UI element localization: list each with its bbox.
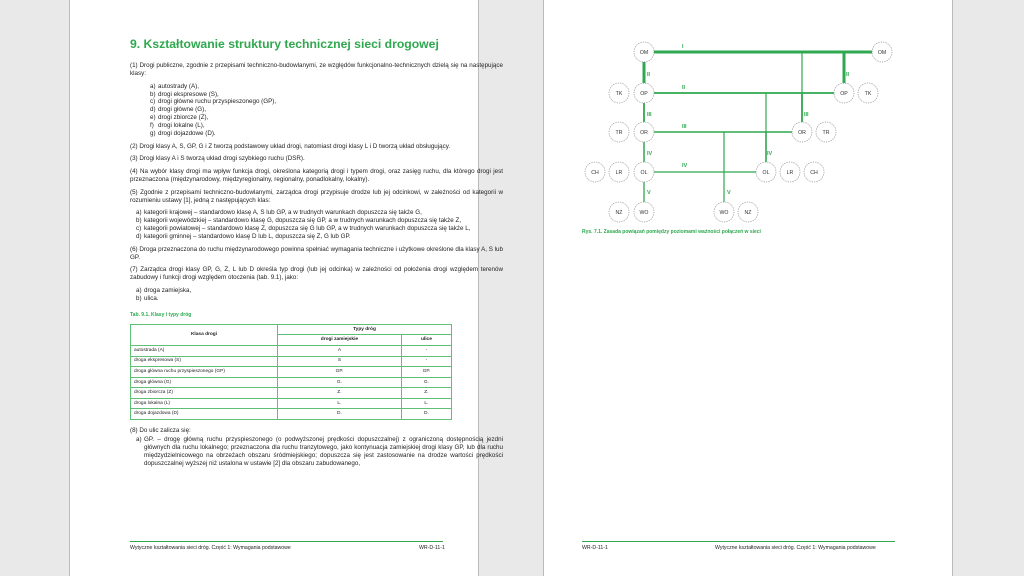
- level-label: IV: [647, 151, 653, 157]
- level-label: I: [682, 44, 684, 50]
- list-item: c) drogi główne ruchu przyspieszonego (GP),: [150, 98, 277, 106]
- footer-rule: [130, 541, 443, 542]
- level-label: IV: [682, 163, 688, 169]
- node-nz: [738, 202, 758, 222]
- list-item: e) drogi zbiorcze (Z),: [150, 114, 209, 122]
- table-row: droga zbiorcza (Z) Z. Z.: [131, 388, 452, 399]
- footer-title: Wytyczne kształtowania sieci dróg. Część 1: Wymagania podstawowe: [130, 545, 291, 551]
- svg-text:WO: WO: [639, 209, 649, 216]
- node-ol: [634, 162, 654, 182]
- svg-text:WO: WO: [719, 209, 729, 216]
- figure-caption: Rys. 7.1. Zasada powiązań pomiędzy poziomami ważności połączeń w sieci: [582, 229, 761, 235]
- header-street: ulice: [401, 335, 451, 346]
- road-types-table: [130, 324, 452, 420]
- category-list: [130, 209, 503, 241]
- paragraph-6: (6) Droga przeznaczona do ruchu międzynarodowego powinna spełniać wymagania techniczne i użytkowe określone dla klasy A, S lub GP.: [130, 245, 503, 261]
- list-item: a) autostrady (A),: [150, 82, 199, 90]
- level-label: III: [682, 124, 687, 130]
- header-rural: drogi zamiejskie: [278, 335, 402, 346]
- street-list: [130, 436, 503, 468]
- paragraph-2: (2) Drogi klasy A, S, GP, G i Z tworzą podstawowy układ drogi, natomiast drogi klasy L i D tworzą układ obsługujący.: [130, 142, 451, 150]
- svg-text:LR: LR: [615, 169, 623, 176]
- list-item: a) droga zamiejska,: [136, 287, 192, 295]
- svg-text:CH: CH: [810, 169, 818, 176]
- svg-text:LR: LR: [786, 169, 794, 176]
- node-tr: [609, 122, 629, 142]
- paragraph-3: (3) Drogi klasy A i S tworzą układ drogi szybkiego ruchu (DSR).: [130, 155, 305, 163]
- list-item: a) GP. – drogę główną ruchu przyspieszonego (o podwyższonej prędkości dopuszczalnej) z ograniczoną dostępnością jezdni głównych dla ruchu lokalnego; przeznaczona dla ruchu tranzytowego, jako kontynuacja zamiejskiej drogi klasy GP, lub dla ruchu międzydzielnicowego na obrzeżach obszaru śródmiejskiego; dopuszcza się jest zastosowanie na drodze wartości prędkości dopuszczalnej wyższej niż ustalona w ustawie [2] dla obszaru zabudowanego,: [136, 435, 503, 467]
- table-row: droga główna ruchu przyspieszonego (GP) GP. GP.: [131, 367, 452, 378]
- svg-text:NZ: NZ: [615, 209, 623, 216]
- road-class-list: [130, 83, 503, 138]
- list-item: a) kategorii krajowej – standardowo klasę A, S lub GP, a w trudnych warunkach dopuszcza się także G,: [136, 209, 422, 217]
- table-row: droga dojazdowa (D) D. D.: [131, 409, 452, 420]
- node-lr: [609, 162, 629, 182]
- paragraph-5: (5) Zgodnie z przepisami techniczno-budowlanymi, zarządca drogi przypisuje drodze lub jej odcinkowi, w zależności od kategorii w rozumieniu ustawy [1], jedną z następujących klas:: [130, 188, 503, 204]
- node-lr: [780, 162, 800, 182]
- node-op: [834, 83, 854, 103]
- list-item: d) kategorii gminnej – standardowo klasę D lub L, dopuszcza się Z, G lub GP.: [136, 233, 351, 241]
- node-tk: [858, 83, 878, 103]
- svg-text:TK: TK: [615, 90, 623, 97]
- list-item: g) drogi dojazdowe (D).: [150, 130, 216, 138]
- left-page: [69, 0, 503, 576]
- network-hierarchy-diagram: [544, 0, 954, 240]
- footer-code: WR-D-11-1: [582, 545, 608, 551]
- type-list: [130, 287, 503, 303]
- svg-text:OM: OM: [639, 49, 649, 56]
- table-caption: Tab. 9.1. Klasy i typy dróg: [130, 311, 192, 318]
- node-or: [634, 122, 654, 142]
- list-item: b) ulica.: [136, 294, 159, 302]
- level-label: II: [846, 72, 850, 78]
- right-page: [543, 0, 953, 576]
- node-op: [634, 83, 654, 103]
- list-item: f) drogi lokalne (L),: [150, 122, 205, 130]
- header-types: Typy dróg: [278, 324, 452, 335]
- svg-text:TK: TK: [864, 90, 872, 97]
- node-or: [792, 122, 812, 142]
- list-item: b) kategorii wojewódzkiej – standardowo klasę G, dopuszcza się GP, a w trudnych warunkach dopuszcza się także Z,: [136, 217, 462, 225]
- level-label: V: [647, 190, 651, 196]
- node-ol: [756, 162, 776, 182]
- node-wo: [634, 202, 654, 222]
- level-label: III: [647, 112, 652, 118]
- svg-text:OP: OP: [640, 90, 648, 97]
- level-label: III: [804, 112, 809, 118]
- table-row: droga główna (G) G. G.: [131, 377, 452, 388]
- svg-text:OM: OM: [877, 49, 887, 56]
- svg-text:NZ: NZ: [744, 209, 752, 216]
- level-label: IV: [767, 151, 773, 157]
- paragraph-4: (4) Na wybór klasy drogi ma wpływ funkcja drogi, określona kategorią drogi i typem drogi, oraz zasięg ruchu, dla którego drogi jest przeznaczona (międzynarodowy, międzyregionalny, regionalny, ponadlokalny, lokalny).: [130, 168, 503, 184]
- svg-text:TR: TR: [822, 129, 830, 136]
- footer-code: WR-D-11-1: [419, 545, 445, 551]
- table-row: droga lokalna (L) L. L.: [131, 398, 452, 409]
- node-om: [872, 42, 892, 62]
- footer-rule: [582, 541, 895, 542]
- node-om: [634, 42, 654, 62]
- table-row: autostrada (A) A -: [131, 345, 452, 356]
- paragraph-7: (7) Zarządca drogi klasy GP, G, Z, L lub D określa typ drogi (lub jej odcinka) w zależności od położenia drogi względem terenów zabudowy i funkcji drogi względem otoczenia (tab. 9.1), jako:: [130, 266, 503, 282]
- level-label: II: [647, 72, 651, 78]
- node-ch: [585, 162, 605, 182]
- list-item: c) kategorii powiatowej – standardowo klasę Z, dopuszcza się G lub GP, a w trudnych warunkach dopuszcza się także L,: [136, 225, 471, 233]
- list-item: b) drogi ekspresowe (S),: [150, 90, 219, 98]
- svg-text:OL: OL: [762, 169, 770, 176]
- chapter-heading: 9. Kształtowanie struktury technicznej sieci drogowej: [130, 37, 439, 51]
- node-tk: [609, 83, 629, 103]
- svg-text:TR: TR: [615, 129, 623, 136]
- level-label: II: [682, 85, 686, 91]
- node-tr: [816, 122, 836, 142]
- body-text: [130, 62, 503, 472]
- paragraph-8: (8) Do ulic zalicza się:: [130, 427, 191, 435]
- node-ch: [804, 162, 824, 182]
- paragraph-1: (1) Drogi publiczne, zgodnie z przepisami techniczno-budowlanymi, ze względów funkcjonalno-technicznych dzielą się na następujące klasy:: [130, 62, 503, 77]
- svg-text:OR: OR: [640, 129, 648, 136]
- footer-title: Wytyczne kształtowania sieci dróg. Część 1: Wymagania podstawowe: [715, 545, 876, 551]
- svg-text:OR: OR: [798, 129, 806, 136]
- header-class: Klasa drogi: [131, 324, 278, 345]
- table-row: droga ekspresowa (S) S -: [131, 356, 452, 367]
- node-wo: [714, 202, 734, 222]
- node-nz: [609, 202, 629, 222]
- svg-text:OL: OL: [640, 169, 648, 176]
- level-label: V: [727, 190, 731, 196]
- svg-text:OP: OP: [840, 90, 848, 97]
- list-item: d) drogi główne (G),: [150, 106, 206, 114]
- svg-text:CH: CH: [591, 169, 599, 176]
